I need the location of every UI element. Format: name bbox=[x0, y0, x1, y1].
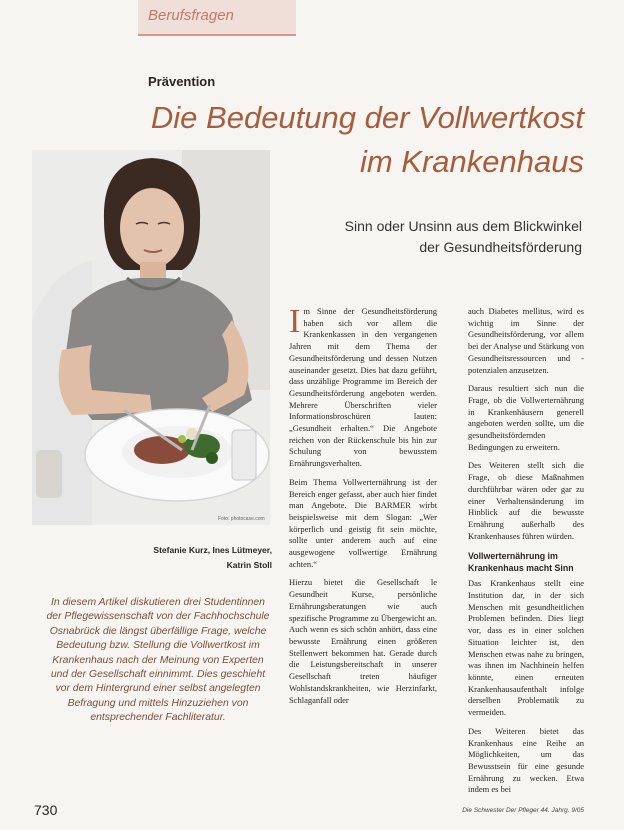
subheading-line-1: Vollwerternährung im bbox=[468, 551, 558, 562]
paragraph bbox=[289, 303, 437, 470]
paragraph: Daraus resultiert sich nun die Frage, ob die Vollwerternährung in Krankenhäusern generell angeboten werden sollte, um die gesundheitsfördernden Bedingungen zu erweitern. bbox=[468, 383, 584, 452]
subtitle-line-2: der Gesundheitsförderung bbox=[419, 239, 582, 255]
body-column-2 bbox=[468, 306, 584, 803]
authors-line-1: Stefanie Kurz, Ines Lütmeyer, bbox=[153, 545, 272, 555]
authors bbox=[153, 543, 272, 573]
photo-credit: Foto: photocase.com bbox=[218, 516, 265, 522]
drop-cap: I bbox=[289, 303, 301, 340]
paragraph: Beim Thema Vollwerternährung ist der Bereich enger gefasst, aber auch hier findet man Angebote. Die BARMER wirbt beispielsweise mit dem Slogan: „Wer körperlich und geistig fit sein möchte, sollte unter anderem auch auf eine ausgewogene vollwertige Ernährung achten.“ bbox=[289, 476, 437, 569]
paragraph: auch Diabetes mellitus, wird es wichtig im Sinne der Gesundheitsförderung, vor allem bei der Analyse und Stärkung von Gesundheitsressourcen und -potenzialen anzusetzen. bbox=[468, 306, 584, 375]
section-tab bbox=[138, 0, 296, 36]
section-label: Berufsfragen bbox=[148, 7, 234, 24]
article-subtitle bbox=[345, 216, 582, 258]
page-number: 730 bbox=[34, 802, 58, 818]
title-line-2: im Krankenhaus bbox=[359, 144, 584, 179]
kicker: Prävention bbox=[148, 74, 216, 89]
paragraph: Des Weiteren stellt sich die Frage, ob diese Maßnahmen durchführbar wären oder gar zu einer Verhaltensänderung im Hinblick auf die bewusste Ernährung außerhalb des Krankenhauses führen würden. bbox=[468, 460, 584, 541]
article-photo bbox=[32, 150, 270, 525]
body-column-1 bbox=[289, 303, 437, 713]
paragraph: Des Weiteren bietet das Krankenhaus eine Reihe an Möglichkeiten, um das Bewusstsein für eine gesunde Ernährung zu wecken. Etwa indem es bei bbox=[468, 725, 584, 795]
section-subheading bbox=[468, 550, 584, 574]
paragraph-text: m Sinne der Gesundheitsförderung haben sich vor allem die Krankenkassen in den vergangenen Jahren mit dem Thema der Gesundheitsförderung und dessen Nutzen auseinander gesetzt. Dies hat dazu geführt, dass unzählige Programme im Bereich der Gesundheitsförderung angeboten werden. Mehrere Überschriften vieler Informationsbroschüren lauten: „Gesundheit erhalten.“ Die Angebote reichen von der Rückenschule bis hin zur Schulung von bewusstem Ernährungsverhalten. bbox=[289, 306, 437, 469]
paragraph: Hierzu bietet die Gesellschaft le Gesundheit Kurse, persönliche Ernährungsberatungen wie auch spezifische Programme zu Übergewicht an. Auch wenn es sich schön anhört, dass eine bewusste Ernährung einen größeren Stellenwert bekommen hat. Gerade durch die Leistungsbereitschaft in unserer Gesellschaft treten häufiger Wohlstandskrankheiten, wie Herzinfarkt, Schlaganfall oder bbox=[289, 577, 437, 705]
abstract: In diesem Artikel diskutieren drei Studentinnen der Pflegewissenschaft von der Fachhochschule Osnabrück die längst überfällige Frage, welche Bedeutung bzw. Stellung die Vollwertkost im Krankenhaus nach der Meinung von Experten und der Gesellschaft einnimmt. Dies geschieht vor dem Hintergrund einer selbst angelegten Befragung und mittels Hinzuziehen von entsprechender Fachliteratur. bbox=[46, 597, 270, 724]
authors-line-2: Katrin Stoll bbox=[226, 560, 272, 570]
subheading-line-2: Krankenhaus macht Sinn bbox=[468, 563, 574, 574]
journal-footer: Die Schwester Der Pfleger 44. Jahrg. 9/05 bbox=[462, 807, 584, 814]
paragraph: Das Krankenhaus stellt eine Institution dar, in der sich Menschen mit gesundheitlichen Problemen befinden. Dies liegt vor, dass es in einer solchen Situation leichter ist, den Menschen etwas nahe zu bringen, was ihnen im Nachhinein helfen könnte, einen erneuten Krankenhausaufenthalt infolge derselben Problematik zu vermeiden. bbox=[468, 578, 584, 718]
woman-eating-illustration bbox=[32, 150, 270, 525]
subtitle-line-1: Sinn oder Unsinn aus dem Blickwinkel bbox=[344, 218, 582, 234]
title-line-1: Die Bedeutung der Vollwertkost bbox=[150, 100, 584, 135]
